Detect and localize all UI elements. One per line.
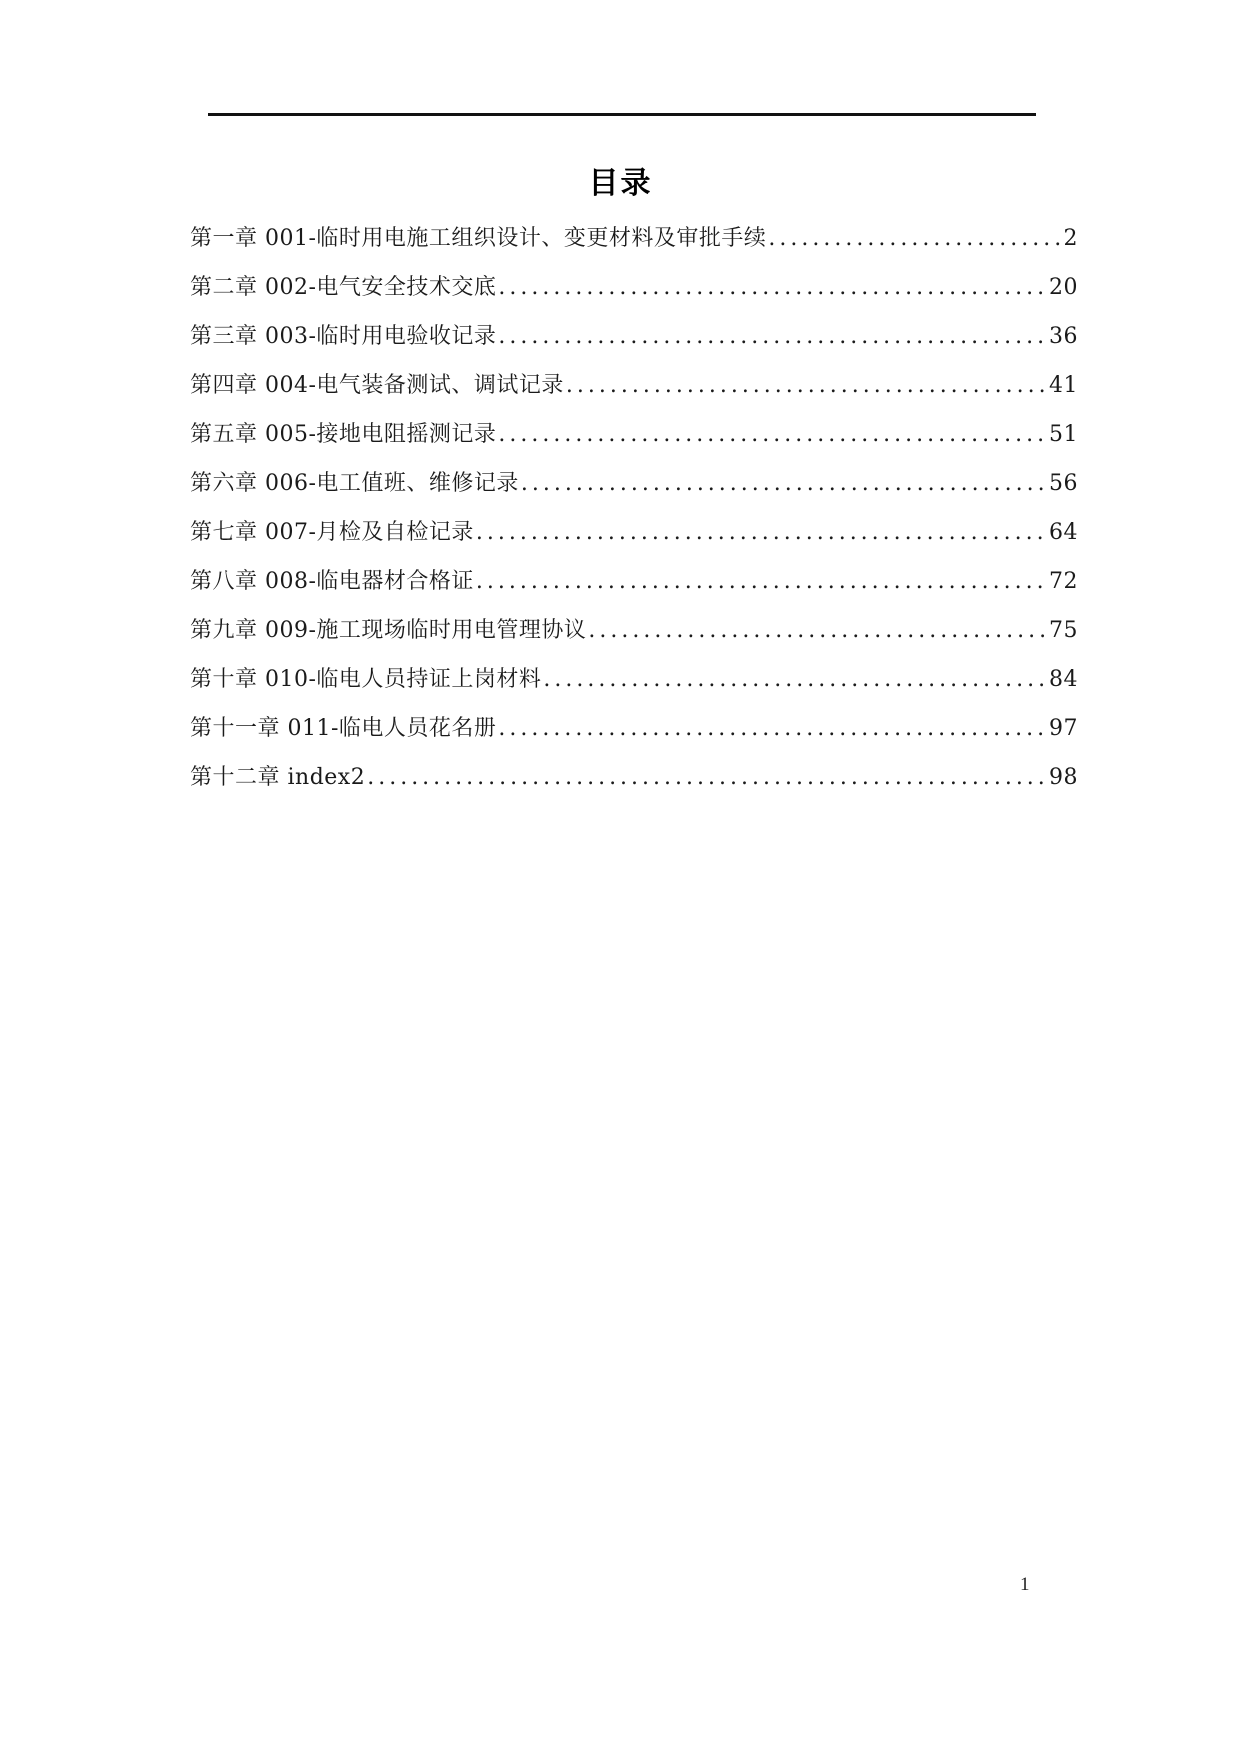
toc-entry-label: 第二章 002-电气安全技术交底: [190, 275, 497, 300]
toc-entry-label: 第四章 004-电气装备测试、调试记录: [190, 373, 564, 398]
toc-entry-label: 第十章 010-临电人员持证上岗材料: [190, 667, 542, 692]
table-of-contents: [190, 214, 1078, 802]
toc-entry-page: 98: [1049, 765, 1078, 790]
toc-entry-label: 第五章 005-接地电阻摇测记录: [190, 422, 497, 447]
toc-entry[interactable]: [190, 704, 1078, 753]
toc-entry-page: 36: [1049, 324, 1078, 349]
toc-dot-leader: [476, 508, 1047, 557]
toc-entry-label: 第三章 003-临时用电验收记录: [190, 324, 497, 349]
toc-entry[interactable]: [190, 557, 1078, 606]
toc-dot-leader: [521, 459, 1047, 508]
header-rule: [208, 113, 1036, 116]
toc-entry-label: 第八章 008-临电器材合格证: [190, 569, 474, 594]
toc-entry[interactable]: [190, 753, 1078, 802]
toc-entry-label: 第九章 009-施工现场临时用电管理协议: [190, 618, 587, 643]
toc-entry[interactable]: [190, 508, 1078, 557]
toc-entry[interactable]: [190, 410, 1078, 459]
toc-dot-leader: [498, 312, 1047, 361]
toc-dot-leader: [498, 263, 1047, 312]
toc-dot-leader: [476, 557, 1047, 606]
toc-title: 目录: [588, 166, 653, 201]
toc-entry-label: 第六章 006-电工值班、维修记录: [190, 471, 519, 496]
toc-dot-leader: [768, 214, 1061, 263]
toc-entry[interactable]: [190, 214, 1078, 263]
toc-dot-leader: [498, 704, 1047, 753]
toc-entry[interactable]: [190, 263, 1078, 312]
toc-dot-leader: [498, 410, 1047, 459]
toc-entry[interactable]: [190, 606, 1078, 655]
toc-entry-page: 56: [1049, 471, 1078, 496]
toc-entry-page: 64: [1049, 520, 1078, 545]
toc-entry[interactable]: [190, 312, 1078, 361]
toc-entry[interactable]: [190, 361, 1078, 410]
toc-entry-label: 第十一章 011-临电人员花名册: [190, 716, 497, 741]
toc-entry-page: 20: [1049, 275, 1078, 300]
toc-entry[interactable]: [190, 459, 1078, 508]
toc-entry-page: 51: [1049, 422, 1078, 447]
toc-dot-leader: [566, 361, 1047, 410]
toc-entry-label: 第一章 001-临时用电施工组织设计、变更材料及审批手续: [190, 226, 767, 251]
toc-dot-leader: [588, 606, 1047, 655]
toc-entry-page: 2: [1063, 226, 1078, 251]
page-number: 1: [1020, 1574, 1030, 1595]
toc-entry-page: 72: [1049, 569, 1078, 594]
toc-dot-leader: [543, 655, 1047, 704]
toc-entry-label: 第十二章 index2: [190, 765, 366, 790]
toc-dot-leader: [367, 753, 1047, 802]
toc-entry-label: 第七章 007-月检及自检记录: [190, 520, 474, 545]
toc-entry-page: 41: [1049, 373, 1078, 398]
toc-entry[interactable]: [190, 655, 1078, 704]
toc-entry-page: 97: [1049, 716, 1078, 741]
toc-entry-page: 84: [1049, 667, 1078, 692]
toc-entry-page: 75: [1049, 618, 1078, 643]
